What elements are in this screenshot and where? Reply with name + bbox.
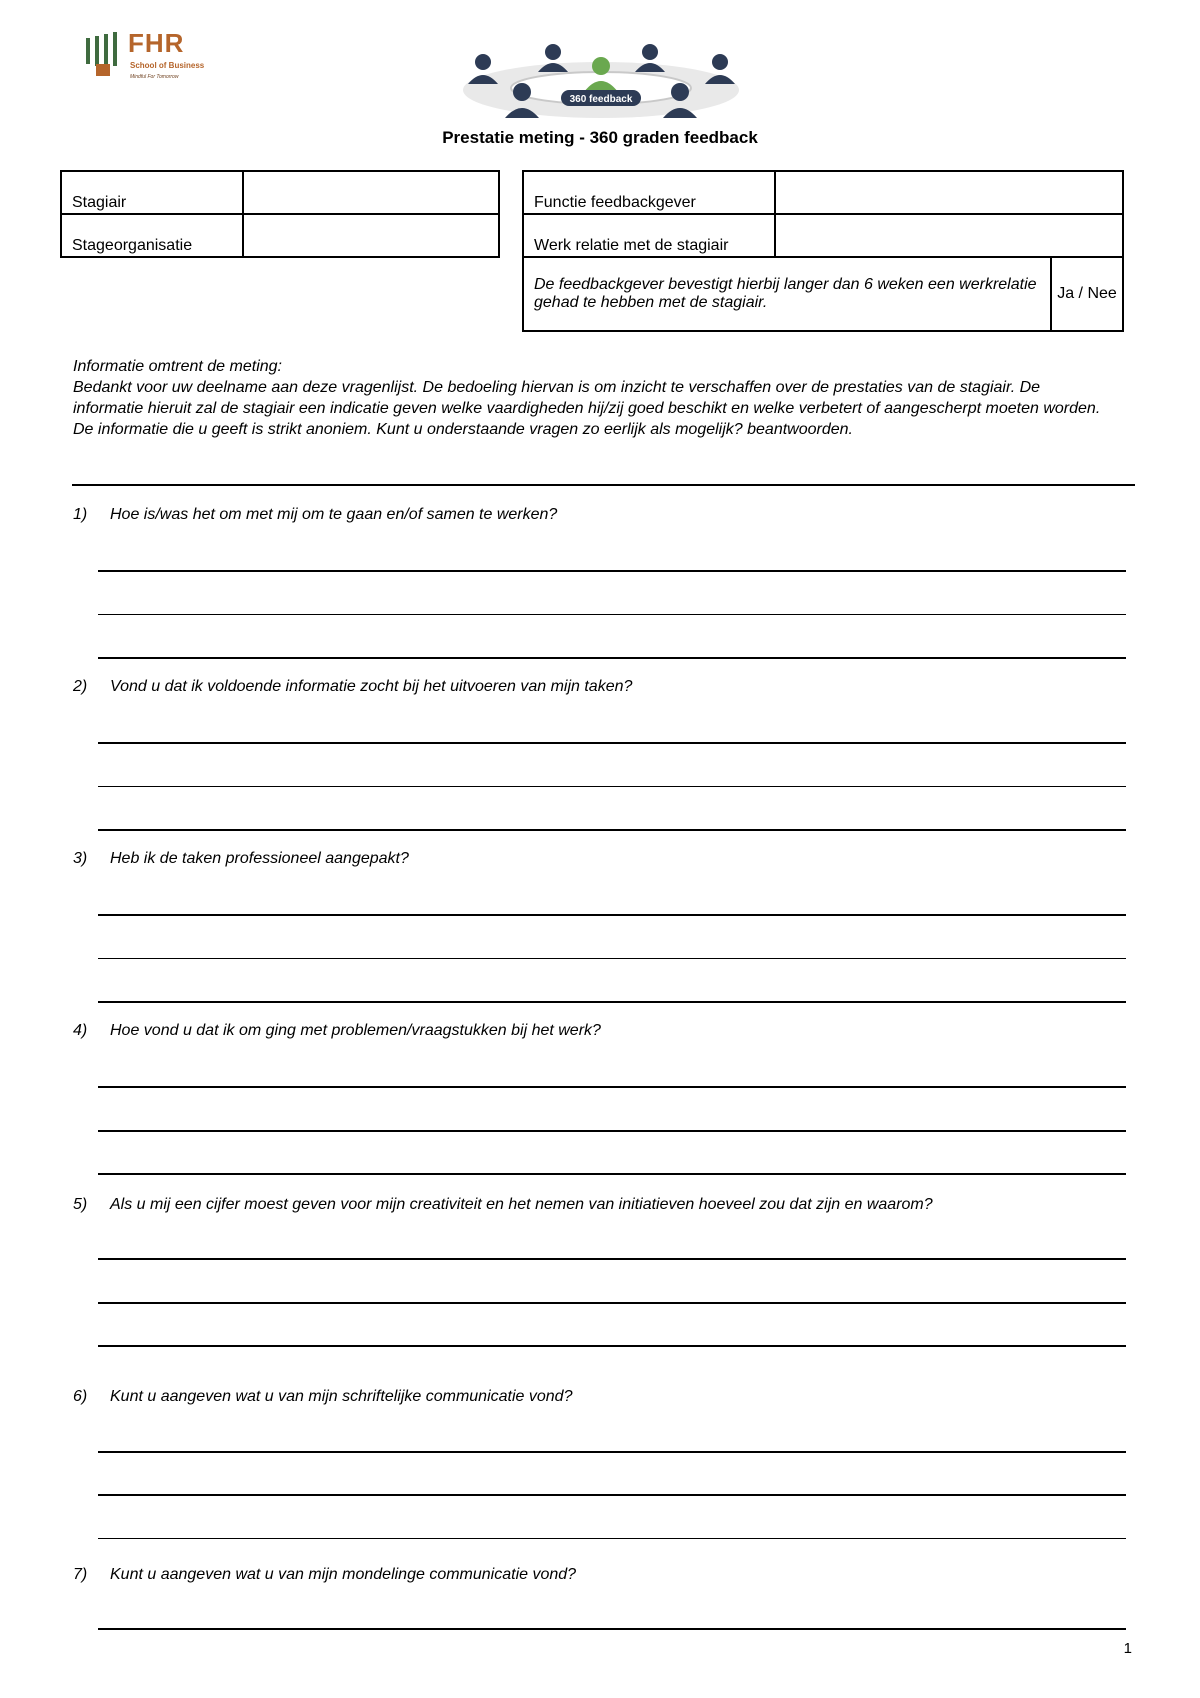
- table-row: [523, 257, 1123, 331]
- confirmation-statement: De feedbackgever bevestigt hierbij langer dan 6 weken een werkrelatie gehad te hebben met de stagiair.: [523, 257, 1051, 331]
- question-number: 3): [73, 850, 88, 867]
- table-row: [523, 214, 1123, 257]
- stageorganisatie-field[interactable]: [243, 214, 499, 257]
- answer-line[interactable]: [98, 742, 1126, 744]
- divider: [72, 484, 1135, 486]
- answer-line[interactable]: [98, 657, 1126, 659]
- logo-name: FHR: [128, 28, 185, 58]
- intro-section: [73, 356, 1113, 440]
- question-number: 1): [73, 506, 88, 523]
- question-number: 4): [73, 1022, 88, 1039]
- question-number: 7): [73, 1566, 88, 1583]
- answer-line[interactable]: [98, 1086, 1126, 1088]
- question-number: 5): [73, 1196, 88, 1213]
- question-text: Heb ik de taken professioneel aangepakt?: [110, 850, 409, 867]
- answer-line[interactable]: [98, 1345, 1126, 1347]
- stagiair-field[interactable]: [243, 171, 499, 214]
- answer-line[interactable]: [98, 1302, 1126, 1304]
- answer-line[interactable]: [98, 914, 1126, 916]
- logo-subtitle: School of Business: [130, 61, 205, 70]
- question-number: 6): [73, 1388, 88, 1405]
- people-around-table-icon: [458, 40, 744, 122]
- question-text: Hoe vond u dat ik om ging met problemen/vraagstukken bij het werk?: [110, 1022, 601, 1039]
- answer-line[interactable]: [98, 1258, 1126, 1260]
- graphic-label: 360 feedback: [569, 94, 633, 105]
- table-row: [61, 214, 499, 257]
- answer-line[interactable]: [98, 1538, 1126, 1539]
- intro-body: Bedankt voor uw deelname aan deze vragenlijst. De bedoeling hiervan is om inzicht te verschaffen over de prestaties van de stagiair. De informatie hieruit zal de stagiair een indicatie geven welke vaardigheden hij/zij goed beschikt en welke verbetert of aangescherpt moeten worden. De informatie die u geeft is strikt anoniem. Kunt u onderstaande vragen zo eerlijk als mogelijk? beantwoorden.: [73, 379, 1101, 438]
- answer-line[interactable]: [98, 958, 1126, 959]
- intro-heading: Informatie omtrent de meting:: [73, 358, 282, 375]
- page-title: Prestatie meting - 360 graden feedback: [442, 128, 758, 147]
- functie-feedbackgever-field[interactable]: [775, 171, 1123, 214]
- question-text: Als u mij een cijfer moest geven voor mijn creativiteit en het nemen van initiatieven hoeveel zou dat zijn en waarom?: [110, 1196, 933, 1213]
- answer-line[interactable]: [98, 570, 1126, 572]
- answer-line[interactable]: [98, 1494, 1126, 1496]
- question-text: Vond u dat ik voldoende informatie zocht bij het uitvoeren van mijn taken?: [110, 678, 633, 695]
- answer-line[interactable]: [98, 1628, 1126, 1630]
- question-text: Hoe is/was het om met mij om te gaan en/of samen te werken?: [110, 506, 558, 523]
- answer-line[interactable]: [98, 1130, 1126, 1132]
- page-number: 1: [1123, 1640, 1132, 1657]
- answer-line[interactable]: [98, 829, 1126, 831]
- table-row: [61, 171, 499, 214]
- feedbackgever-info-table: [522, 170, 1124, 332]
- intern-info-table: [60, 170, 500, 258]
- fhr-logo: [86, 30, 226, 86]
- logo-motto: Mindful For Tomorrow: [130, 74, 179, 80]
- answer-line[interactable]: [98, 614, 1126, 615]
- werk-relatie-label: Werk relatie met de stagiair: [523, 214, 775, 257]
- answer-line[interactable]: [98, 786, 1126, 787]
- werk-relatie-field[interactable]: [775, 214, 1123, 257]
- ja-nee-choice[interactable]: Ja / Nee: [1051, 257, 1123, 331]
- answer-line[interactable]: [98, 1451, 1126, 1453]
- stagiair-label: Stagiair: [61, 171, 243, 214]
- stageorganisatie-label: Stageorganisatie: [61, 214, 243, 257]
- question-text: Kunt u aangeven wat u van mijn mondelinge communicatie vond?: [110, 1566, 577, 1583]
- logo-block-icon: [96, 64, 110, 76]
- table-row: [523, 171, 1123, 214]
- logo-bars-icon: [86, 32, 124, 66]
- question-number: 2): [73, 678, 88, 695]
- question-text: Kunt u aangeven wat u van mijn schriftelijke communicatie vond?: [110, 1388, 573, 1405]
- answer-line[interactable]: [98, 1001, 1126, 1003]
- functie-feedbackgever-label: Functie feedbackgever: [523, 171, 775, 214]
- answer-line[interactable]: [98, 1173, 1126, 1175]
